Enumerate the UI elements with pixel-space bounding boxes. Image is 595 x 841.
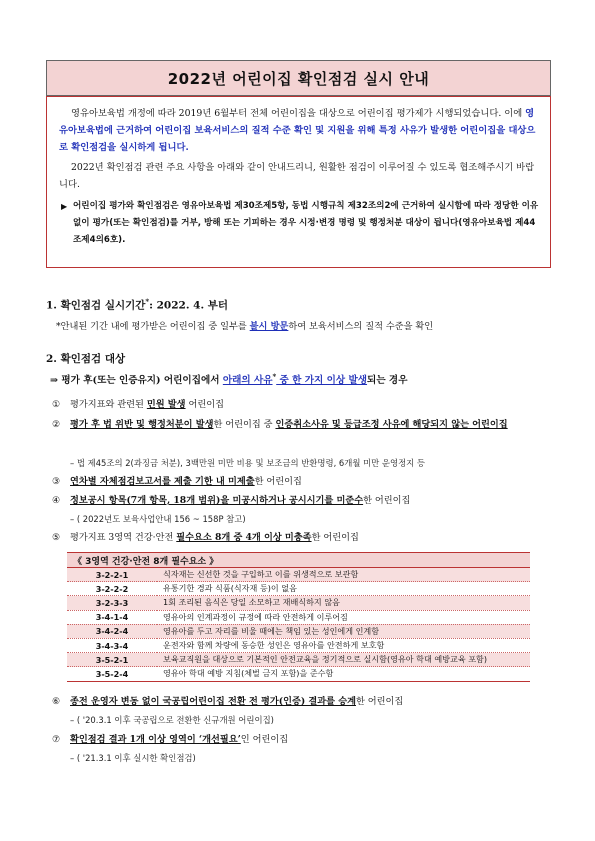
item-number: ④ (52, 495, 61, 506)
item-6-detail: – ( '20.3.1 이후 국공립으로 전환한 신규개원 어린이집) (70, 715, 274, 725)
section-1-note-b: 하여 보육서비스의 질적 수준을 확인 (288, 321, 434, 332)
page-title: 2022년 어린이집 확인점검 실시 안내 (46, 60, 551, 96)
row-code: 3-4-1-4 (67, 610, 157, 624)
list-item (52, 473, 302, 490)
item-bold: 민원 발생 (146, 399, 186, 410)
item-text: 한 어린이집 (355, 696, 404, 707)
lead-reason-2: 중 한 가지 이상 발생 (276, 375, 368, 387)
requirements-table (67, 552, 530, 682)
list-item (52, 396, 224, 413)
item-text: 인 어린이집 (240, 734, 289, 745)
item-bold: 연차별 자체점검보고서를 제출 기한 내 미제출 (70, 476, 255, 487)
legal-note (59, 198, 542, 249)
list-item (52, 693, 403, 710)
table-row (67, 624, 530, 638)
row-desc: 운전자와 함께 차량에 동승한 성인은 영유아를 안전하게 보호함 (157, 638, 530, 652)
row-code: 3-4-3-4 (67, 638, 157, 652)
item-bold: 정보공시 항목(7개 항목, 18개 범위)을 미공시하거나 공시시기를 미준수 (70, 495, 364, 506)
item-text: 평가지표와 관련된 (70, 399, 147, 410)
section-1-title: 1. 확인점검 실시기간 (46, 299, 146, 312)
item-bold: 인증취소사유 및 등급조정 사유에 해당되지 않는 어린이집 (275, 419, 508, 430)
legal-note-text: 어린이집 평가와 확인점검은 영유아보육법 제30조제5항, 동법 시행규칙 제32조의2에 근거하여 실시함에 따라 정당한 이유 없이 평가(또는 확인점검)를 거부, 방해 또는 기피하는 경우 시정·변경 명령 및 행정처분 대상이 됩니다(영유아보육법 제44조제4의6호). (73, 201, 539, 245)
item-7-detail: – ( '21.3.1 이후 실시한 확인점검) (70, 753, 196, 763)
item-bold: 종전 운영자 변동 없이 국공립어린이집 전환 전 평가(인증) 결과를 승계 (70, 696, 356, 707)
item-text: 한 어린이집 (363, 495, 411, 506)
item-bold: 평가 후 법 위반 및 행정처분이 발생 (70, 419, 214, 430)
lead-text-a: 평가 후(또는 인증유지) 어린이집에서 (61, 375, 223, 387)
item-number: ③ (52, 476, 61, 487)
item-text: 한 어린이집 중 (213, 419, 276, 430)
item-text: 평가지표 3영역 건강·안전 (70, 532, 177, 543)
item-2-detail: – 법 제45조의 2(과징금 처분), 3백만원 미만 비용 및 보조금의 반환명령, 6개월 미만 운영정지 등 (70, 458, 426, 468)
item-bold: 확인점검 결과 1개 이상 영역이 ‘개선필요’ (70, 734, 241, 745)
section-2-heading: 2. 확인점검 대상 (46, 353, 126, 365)
table-row (67, 596, 530, 610)
row-desc: 영유아의 인계과정이 규정에 따라 안전하게 이루어짐 (157, 610, 530, 624)
row-code: 3-5-2-1 (67, 653, 157, 667)
section-1-note-a: *안내된 기간 내에 평가받은 어린이집 중 일부를 (56, 321, 250, 332)
section-1-note (56, 318, 433, 332)
table-row (67, 653, 530, 667)
item-number: ① (52, 399, 61, 410)
item-4-detail: – ( 2022년도 보육사업안내 156 ~ 158P 참고) (70, 514, 246, 524)
row-code: 3-2-2-1 (67, 568, 157, 582)
row-desc: 영유아 학대 예방 지침(체벌 금지 포함)을 준수함 (157, 667, 530, 681)
item-number: ⑥ (52, 696, 61, 707)
item-text: 어린이집 (185, 399, 224, 410)
surprise-visit-text: 불시 방문 (249, 321, 289, 332)
row-desc: 1회 조리된 음식은 당일 소모하고 재배식하지 않음 (157, 596, 530, 610)
table-row (67, 638, 530, 652)
section-2-lead (50, 372, 407, 386)
table-row (67, 582, 530, 596)
row-code: 3-2-2-2 (67, 582, 157, 596)
intro-notice-box (46, 96, 551, 268)
item-bold: 필수요소 8개 중 4개 이상 미충족 (176, 532, 312, 543)
requirements-header-row (67, 553, 530, 568)
row-code: 3-5-2-4 (67, 667, 157, 681)
row-code: 3-4-2-4 (67, 624, 157, 638)
row-desc: 보육교직원을 대상으로 기본적인 안전교육을 정기적으로 실시함(영유아 학대 예방교육 포함) (157, 653, 530, 667)
requirements-header: 《 3영역 건강·안전 8개 필수요소 》 (67, 553, 530, 568)
lead-star: * (272, 372, 277, 381)
item-text: 한 어린이집 (311, 532, 359, 543)
intro-text: 영유아보육법 개정에 따라 2019년 6월부터 전체 어린이집을 대상으로 어린이집 평가제가 시행되었습니다. 이에 (71, 108, 526, 119)
list-item (52, 492, 410, 509)
item-number: ② (52, 419, 61, 430)
table-row (67, 667, 530, 681)
item-number: ⑤ (52, 532, 61, 543)
table-row (67, 568, 530, 582)
arrow-icon: ⇒ (50, 375, 59, 387)
row-desc: 영유아를 두고 자리를 비울 때에는 책임 있는 성인에게 인계함 (157, 624, 530, 638)
table-row (67, 610, 530, 624)
section-1-heading (46, 297, 228, 313)
list-item (52, 731, 288, 748)
row-desc: 식자재는 신선한 것을 구입하고 이를 위생적으로 보관함 (157, 568, 530, 582)
section-1-star: * (145, 297, 150, 306)
row-desc: 유통기한 경과 식품(식자재 등)이 없음 (157, 582, 530, 596)
item-text: 한 어린이집 (254, 476, 302, 487)
lead-text-b: 되는 경우 (367, 375, 408, 387)
row-code: 3-2-3-3 (67, 596, 157, 610)
intro-paragraph-2: 2022년 확인점검 관련 주요 사항을 아래와 같이 안내드리니, 원활한 점검이 이루어질 수 있도록 협조해주시기 바랍니다. (59, 162, 535, 190)
lead-reason: 아래의 사유 (222, 375, 273, 387)
intro-highlight: 영유아보육법에 근거하여 어린이집 보육서비스의 질적 수준 확인 및 지원을 위해 특정 사유가 발생한 어린이집을 대상으로 확인점검을 실시하게 됩니다. (59, 108, 536, 153)
list-item (52, 529, 359, 546)
section-1-period: : 2022. 4. 부터 (149, 299, 229, 312)
item-number: ⑦ (52, 734, 61, 745)
triangle-bullet-icon: ▶ (61, 202, 68, 211)
list-item (52, 416, 532, 433)
intro-paragraph-1 (59, 105, 542, 156)
